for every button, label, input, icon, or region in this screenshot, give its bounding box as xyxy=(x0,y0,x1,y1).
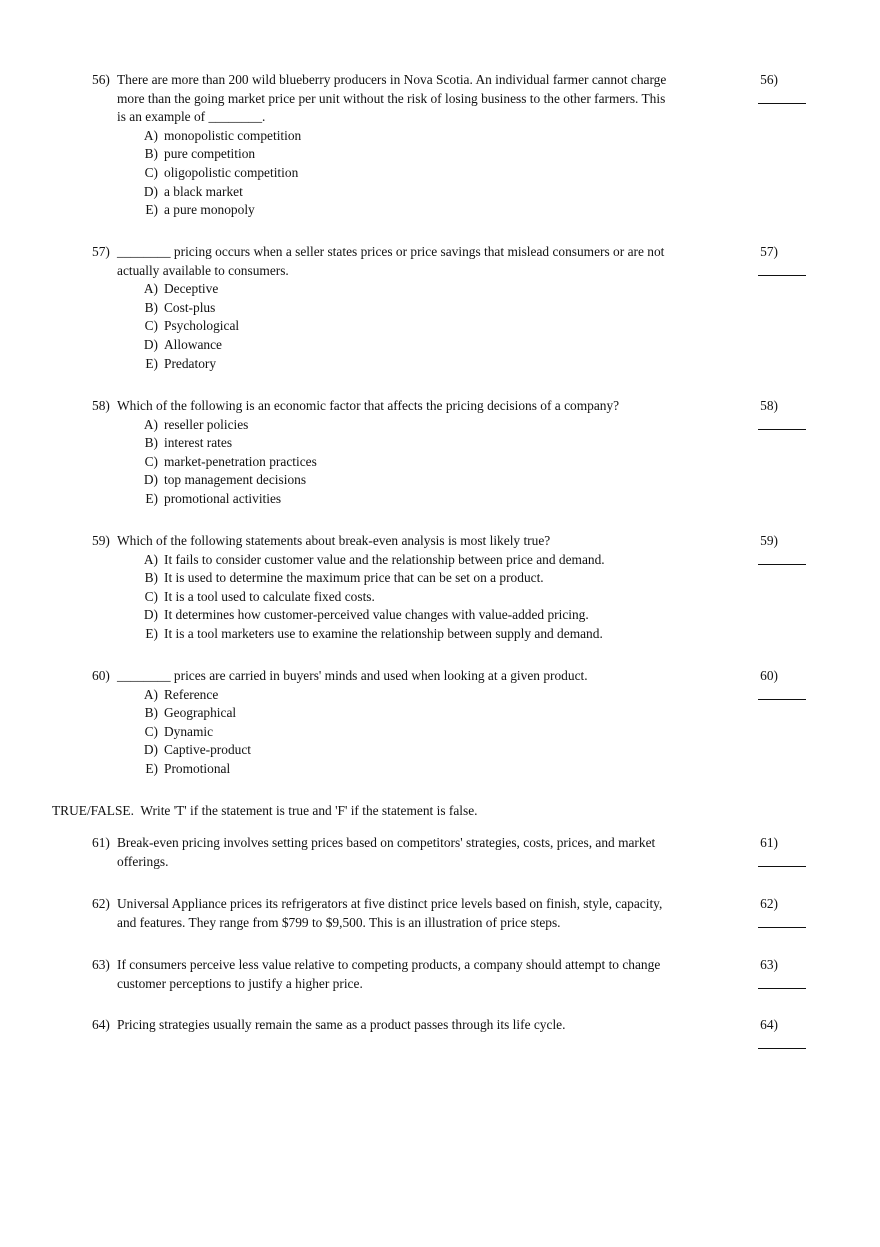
choice-list xyxy=(137,280,832,373)
choice-text: market-penetration practices xyxy=(164,453,317,469)
question-number: 59) xyxy=(92,533,110,548)
question-58 xyxy=(92,397,832,509)
answer-blank[interactable] xyxy=(758,686,806,700)
question-text: ________ pricing occurs when a seller states prices or price savings that mislead consumers or are not actually available to consumers. xyxy=(117,244,665,278)
choice-text: interest rates xyxy=(164,435,233,451)
choice-b xyxy=(137,434,832,453)
choice-text: oligopolistic competition xyxy=(164,164,299,180)
choice-letter: A) xyxy=(143,281,158,297)
answer-number: 61) xyxy=(760,835,778,850)
choice-a xyxy=(137,280,832,299)
question-61 xyxy=(92,834,832,871)
answer-number: 63) xyxy=(760,957,778,972)
question-59 xyxy=(92,532,832,644)
question-number: 60) xyxy=(92,668,110,683)
choice-b xyxy=(137,299,832,318)
choice-text: a black market xyxy=(164,183,243,199)
choice-letter: D) xyxy=(143,336,158,352)
choice-letter: E) xyxy=(145,355,158,371)
section-heading: TRUE/FALSE. Write 'T' if the statement is true and 'F' if the statement is false. xyxy=(52,803,478,818)
question-57 xyxy=(92,243,832,373)
answer-slot xyxy=(750,895,830,933)
question-number: 64) xyxy=(92,1017,110,1032)
choice-text: It is a tool used to calculate fixed costs. xyxy=(164,588,375,604)
choice-letter: C) xyxy=(144,723,158,739)
choice-text: Deceptive xyxy=(164,281,219,297)
answer-number: 62) xyxy=(760,896,778,911)
choice-text: top management decisions xyxy=(164,472,307,488)
answer-slot xyxy=(750,834,830,872)
choice-letter: C) xyxy=(144,588,158,604)
choice-letter: E) xyxy=(145,625,158,641)
choice-text: monopolistic competition xyxy=(164,127,302,143)
choice-text: promotional activities xyxy=(164,490,282,506)
choice-text: pure competition xyxy=(164,146,256,162)
choice-letter: D) xyxy=(143,472,158,488)
choice-text: Promotional xyxy=(164,760,231,776)
question-text: Break-even pricing involves setting prices based on competitors' strategies, costs, prices, and market offerings. xyxy=(117,835,656,869)
choice-letter: D) xyxy=(143,183,158,199)
answer-slot xyxy=(750,71,830,109)
choice-c xyxy=(137,317,832,336)
answer-slot xyxy=(750,1016,830,1054)
choice-letter: C) xyxy=(144,318,158,334)
answer-slot xyxy=(750,532,830,570)
answer-blank[interactable] xyxy=(758,90,806,104)
answer-blank[interactable] xyxy=(758,551,806,565)
answer-number: 59) xyxy=(760,533,778,548)
choice-text: Dynamic xyxy=(164,723,214,739)
answer-slot xyxy=(750,956,830,994)
choice-text: Psychological xyxy=(164,318,240,334)
choice-e xyxy=(137,760,832,779)
choice-text: Allowance xyxy=(164,336,223,352)
choice-text: It fails to consider customer value and the relationship between price and demand. xyxy=(164,551,605,567)
choice-letter: C) xyxy=(144,164,158,180)
answer-slot xyxy=(750,243,830,281)
answer-number: 60) xyxy=(760,668,778,683)
choice-b xyxy=(137,704,832,723)
choice-letter: A) xyxy=(143,416,158,432)
choice-d xyxy=(137,336,832,355)
question-number: 58) xyxy=(92,398,110,413)
answer-blank[interactable] xyxy=(758,853,806,867)
choice-letter: A) xyxy=(143,127,158,143)
question-text: Universal Appliance prices its refrigerators at five distinct price levels based on finish, style, capacity, and features. They range from $799 to $9,500. This is an illustration of price steps. xyxy=(117,896,663,930)
choice-letter: E) xyxy=(145,760,158,776)
answer-blank[interactable] xyxy=(758,914,806,928)
choice-letter: A) xyxy=(143,551,158,567)
choice-list xyxy=(137,686,832,779)
answer-number: 64) xyxy=(760,1017,778,1032)
choice-text: It is used to determine the maximum price that can be set on a product. xyxy=(164,570,544,586)
choice-a xyxy=(137,416,832,435)
choice-b xyxy=(137,145,832,164)
question-text: There are more than 200 wild blueberry producers in Nova Scotia. An individual farmer cannot charge more than the going market price per unit without the risk of losing business to the other farmers. This is an example of ________. xyxy=(117,72,667,125)
choice-text: Captive-product xyxy=(164,742,252,758)
answer-blank[interactable] xyxy=(758,262,806,276)
choice-letter: B) xyxy=(144,146,158,162)
choice-d xyxy=(137,183,832,202)
question-number: 61) xyxy=(92,835,110,850)
choice-text: reseller policies xyxy=(164,416,249,432)
answer-number: 58) xyxy=(760,398,778,413)
choice-b xyxy=(137,569,832,588)
answer-blank[interactable] xyxy=(758,416,806,430)
question-63 xyxy=(92,956,832,993)
choice-letter: B) xyxy=(144,299,158,315)
choice-text: Cost-plus xyxy=(164,299,216,315)
question-number: 63) xyxy=(92,957,110,972)
question-text: Which of the following statements about break-even analysis is most likely true? xyxy=(117,533,551,548)
choice-letter: E) xyxy=(145,490,158,506)
choice-letter: E) xyxy=(145,202,158,218)
choice-a xyxy=(137,127,832,146)
choice-list xyxy=(137,551,832,644)
answer-slot xyxy=(750,667,830,705)
choice-c xyxy=(137,588,832,607)
answer-blank[interactable] xyxy=(758,975,806,989)
choice-e xyxy=(137,625,832,644)
choice-letter: B) xyxy=(144,435,158,451)
choice-letter: A) xyxy=(143,686,158,702)
answer-number: 57) xyxy=(760,244,778,259)
question-62 xyxy=(92,895,832,932)
choice-d xyxy=(137,471,832,490)
choice-letter: B) xyxy=(144,570,158,586)
choice-letter: D) xyxy=(143,607,158,623)
question-text: Which of the following is an economic factor that affects the pricing decisions of a company? xyxy=(117,398,620,413)
question-64 xyxy=(92,1016,832,1035)
answer-blank[interactable] xyxy=(758,1035,806,1049)
choice-letter: C) xyxy=(144,453,158,469)
choice-letter: D) xyxy=(143,742,158,758)
choice-e xyxy=(137,201,832,220)
choice-a xyxy=(137,551,832,570)
choice-text: It determines how customer-perceived value changes with value-added pricing. xyxy=(164,607,589,623)
choice-list xyxy=(137,127,832,220)
question-60 xyxy=(92,667,832,779)
choice-list xyxy=(137,416,832,509)
choice-d xyxy=(137,741,832,760)
choice-c xyxy=(137,723,832,742)
choice-e xyxy=(137,490,832,509)
choice-c xyxy=(137,453,832,472)
choice-letter: B) xyxy=(144,705,158,721)
choice-e xyxy=(137,355,832,374)
question-number: 56) xyxy=(92,72,110,87)
question-56 xyxy=(92,71,832,220)
choice-text: It is a tool marketers use to examine the relationship between supply and demand. xyxy=(164,625,603,641)
choice-d xyxy=(137,606,832,625)
question-text: ________ prices are carried in buyers' minds and used when looking at a given product. xyxy=(117,668,588,683)
answer-slot xyxy=(750,397,830,435)
choice-c xyxy=(137,164,832,183)
choice-text: Reference xyxy=(164,686,219,702)
question-number: 57) xyxy=(92,244,110,259)
question-text: Pricing strategies usually remain the same as a product passes through its life cycle. xyxy=(117,1017,566,1032)
question-number: 62) xyxy=(92,896,110,911)
choice-text: Geographical xyxy=(164,705,237,721)
answer-number: 56) xyxy=(760,72,778,87)
question-text: If consumers perceive less value relative to competing products, a company should attempt to change customer perceptions to justify a higher price. xyxy=(117,957,661,991)
choice-text: a pure monopoly xyxy=(164,202,255,218)
choice-text: Predatory xyxy=(164,355,217,371)
choice-a xyxy=(137,686,832,705)
